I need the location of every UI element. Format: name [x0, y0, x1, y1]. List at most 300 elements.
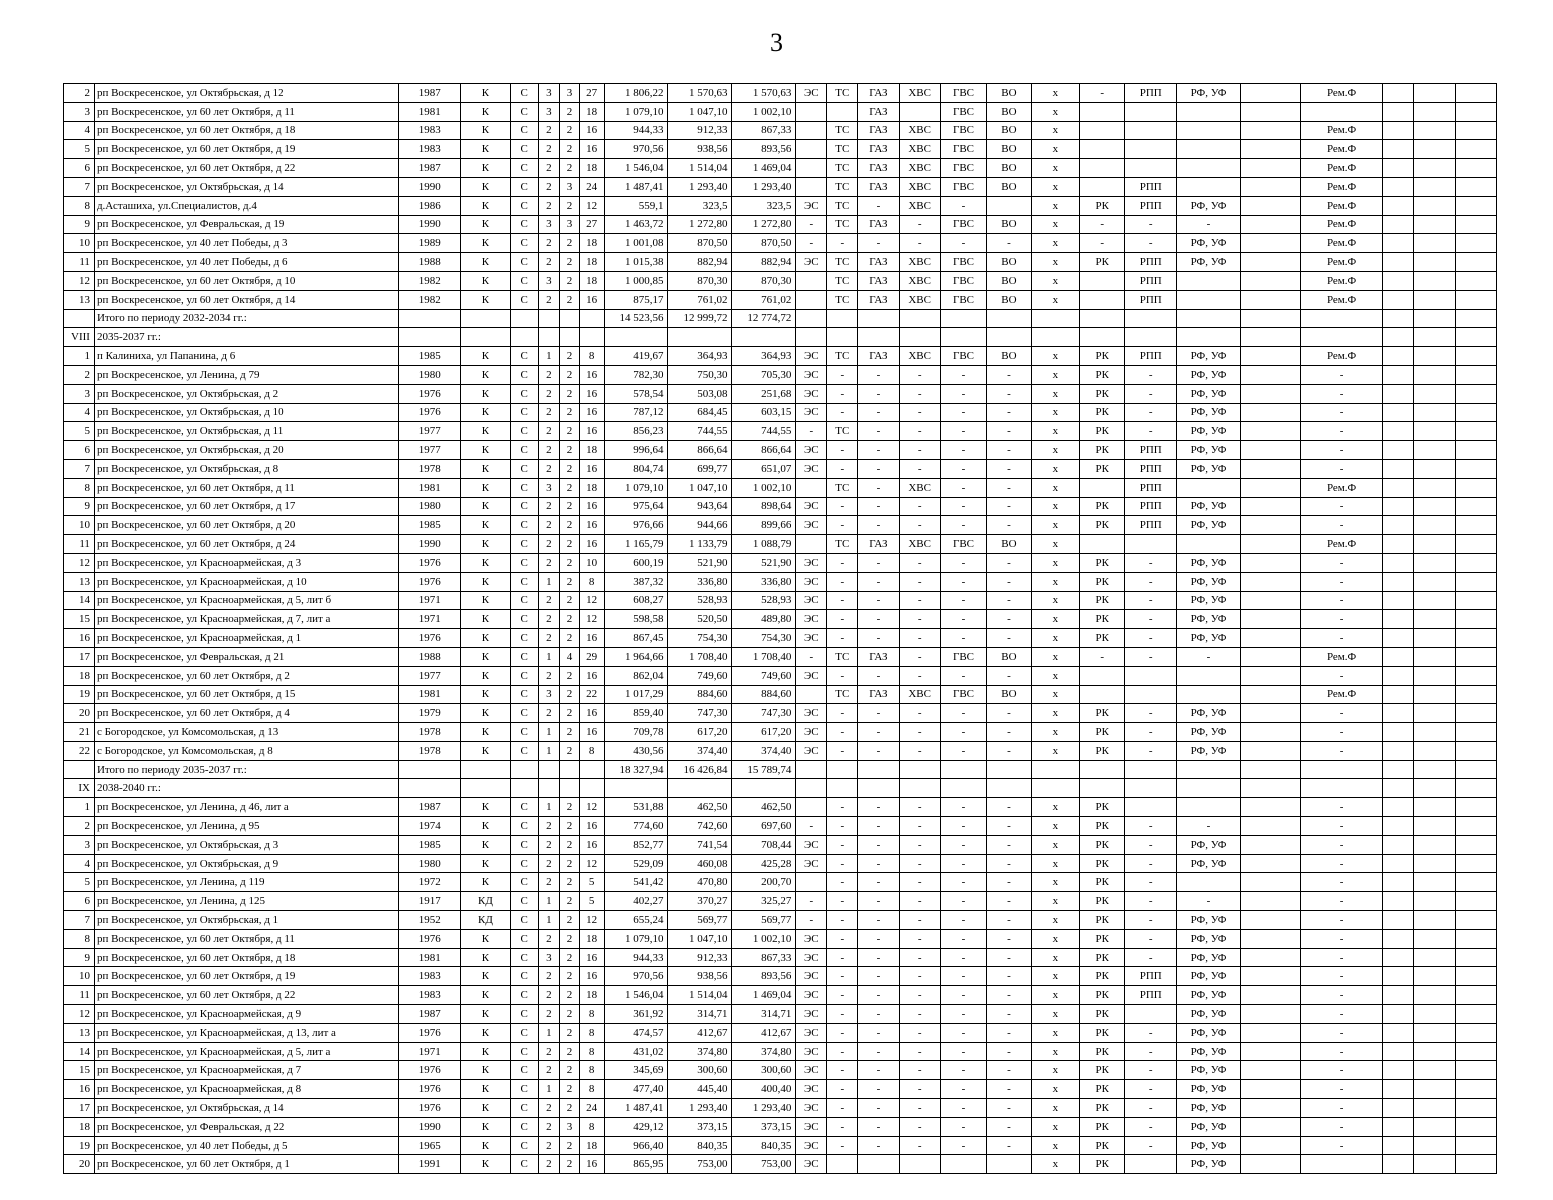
table-cell: ЭС	[796, 723, 827, 742]
table-cell: -	[858, 1061, 899, 1080]
table-cell: ЭС	[796, 610, 827, 629]
table-cell: Рем.Ф	[1300, 140, 1383, 159]
table-cell: С	[510, 1005, 538, 1024]
table-row	[64, 986, 1497, 1005]
table-cell: 754,30	[732, 629, 796, 648]
table-cell: ЭС	[796, 553, 827, 572]
table-cell: -	[940, 553, 986, 572]
table-cell: 300,60	[732, 1061, 796, 1080]
table-cell: -	[899, 591, 940, 610]
table-cell: С	[510, 1155, 538, 1174]
table-cell	[940, 779, 986, 798]
table-cell: 18	[579, 1136, 604, 1155]
table-cell: К	[461, 102, 511, 121]
table-cell: 2	[560, 948, 580, 967]
table-cell: -	[899, 1061, 940, 1080]
table-cell: -	[940, 1099, 986, 1118]
table-cell: -	[940, 929, 986, 948]
table-cell: 1952	[399, 911, 461, 930]
table-cell: К	[461, 873, 511, 892]
table-cell: ТС	[827, 647, 858, 666]
table-cell: 2	[560, 497, 580, 516]
address-cell: рп Воскресенское, ул 40 лет Победы, д 5	[94, 1136, 398, 1155]
table-cell	[1414, 196, 1455, 215]
table-cell: -	[940, 1005, 986, 1024]
table-cell: С	[510, 666, 538, 685]
table-cell: -	[1125, 422, 1177, 441]
table-cell: С	[510, 723, 538, 742]
table-cell: ХВС	[899, 159, 940, 178]
table-cell	[1455, 798, 1496, 817]
table-cell: 2	[560, 290, 580, 309]
table-row	[64, 347, 1497, 366]
table-cell: 1965	[399, 1136, 461, 1155]
table-cell: Рем.Ф	[1300, 535, 1383, 554]
table-cell: 1 015,38	[604, 253, 668, 272]
table-cell: ВО	[987, 84, 1031, 103]
table-cell	[1125, 102, 1177, 121]
table-cell: 12	[579, 591, 604, 610]
table-cell: 578,54	[604, 384, 668, 403]
table-cell: -	[827, 1042, 858, 1061]
table-cell: 1988	[399, 647, 461, 666]
table-cell: 2	[538, 610, 560, 629]
table-cell: 3	[560, 84, 580, 103]
table-cell: 870,50	[732, 234, 796, 253]
table-cell: РПП	[1125, 986, 1177, 1005]
table-cell: К	[461, 835, 511, 854]
table-cell	[1455, 1117, 1496, 1136]
table-cell	[1414, 911, 1455, 930]
table-cell: -	[1125, 1042, 1177, 1061]
table-cell	[1177, 873, 1241, 892]
table-cell	[579, 760, 604, 779]
table-cell	[1383, 347, 1414, 366]
table-cell	[899, 102, 940, 121]
table-cell: -	[940, 441, 986, 460]
table-cell: 1980	[399, 854, 461, 873]
table-cell	[1414, 629, 1455, 648]
table-cell: ГАЗ	[858, 290, 899, 309]
address-cell: рп Воскресенское, ул Красноармейская, д 1	[94, 629, 398, 648]
table-cell	[538, 328, 560, 347]
table-cell: 1983	[399, 121, 461, 140]
row-index-cell: 4	[64, 121, 95, 140]
table-cell: -	[1300, 497, 1383, 516]
table-cell: -	[1300, 1042, 1383, 1061]
table-cell: ГВС	[940, 685, 986, 704]
table-cell	[1383, 328, 1414, 347]
table-cell: х	[1031, 854, 1079, 873]
table-cell: -	[827, 741, 858, 760]
table-cell	[796, 535, 827, 554]
table-cell	[1240, 1136, 1300, 1155]
table-cell: -	[987, 835, 1031, 854]
table-cell: -	[987, 929, 1031, 948]
table-cell: х	[1031, 177, 1079, 196]
table-cell: ТС	[827, 177, 858, 196]
table-row	[64, 441, 1497, 460]
table-cell: Рем.Ф	[1300, 253, 1383, 272]
table-cell: 29	[579, 647, 604, 666]
table-cell	[1300, 1155, 1383, 1174]
table-cell: С	[510, 253, 538, 272]
table-cell: -	[940, 835, 986, 854]
table-cell: 2	[560, 441, 580, 460]
table-cell	[796, 873, 827, 892]
table-cell	[796, 478, 827, 497]
table-cell: РК	[1080, 441, 1125, 460]
table-cell: К	[461, 629, 511, 648]
table-cell: 2	[560, 253, 580, 272]
table-cell: ЭС	[796, 704, 827, 723]
table-cell: 345,69	[604, 1061, 668, 1080]
table-cell: 2	[538, 873, 560, 892]
table-cell: С	[510, 215, 538, 234]
address-cell: рп Воскресенское, ул Октябрьская, д 1	[94, 911, 398, 930]
table-cell	[1414, 497, 1455, 516]
table-cell	[1240, 84, 1300, 103]
table-cell: х	[1031, 1080, 1079, 1099]
table-cell	[1240, 159, 1300, 178]
address-cell: рп Воскресенское, ул 60 лет Октября, д 19	[94, 967, 398, 986]
address-cell: рп Воскресенское, ул Ленина, д 119	[94, 873, 398, 892]
table-cell: -	[1300, 572, 1383, 591]
table-cell	[1240, 741, 1300, 760]
table-cell: С	[510, 948, 538, 967]
table-cell: 323,5	[732, 196, 796, 215]
table-cell: 400,40	[732, 1080, 796, 1099]
table-cell: 8	[579, 741, 604, 760]
table-cell: 528,93	[732, 591, 796, 610]
table-cell	[1383, 591, 1414, 610]
table-cell: 1	[538, 723, 560, 742]
table-cell	[940, 1155, 986, 1174]
table-cell: 1 001,08	[604, 234, 668, 253]
table-cell: х	[1031, 271, 1079, 290]
table-cell	[1240, 459, 1300, 478]
table-cell: РФ, УФ	[1177, 196, 1241, 215]
table-cell: 445,40	[668, 1080, 732, 1099]
table-cell: -	[858, 516, 899, 535]
table-cell	[1455, 403, 1496, 422]
table-cell: ЭС	[796, 666, 827, 685]
table-cell	[858, 760, 899, 779]
table-cell: 8	[579, 1061, 604, 1080]
table-cell: 865,95	[604, 1155, 668, 1174]
table-cell: ГАЗ	[858, 347, 899, 366]
table-cell: ТС	[827, 685, 858, 704]
table-cell: 1976	[399, 553, 461, 572]
table-cell: -	[1300, 1080, 1383, 1099]
table-cell: -	[899, 234, 940, 253]
table-cell: х	[1031, 835, 1079, 854]
table-cell: 747,30	[732, 704, 796, 723]
table-cell: -	[899, 967, 940, 986]
table-cell: РК	[1080, 817, 1125, 836]
table-cell: РПП	[1125, 967, 1177, 986]
table-cell: 3	[560, 215, 580, 234]
address-cell: рп Воскресенское, ул Красноармейская, д 3	[94, 553, 398, 572]
table-cell	[1383, 422, 1414, 441]
table-cell: 2	[560, 798, 580, 817]
table-cell: С	[510, 516, 538, 535]
table-cell: -	[987, 892, 1031, 911]
table-cell	[1240, 835, 1300, 854]
table-cell: 899,66	[732, 516, 796, 535]
table-cell: -	[858, 892, 899, 911]
table-cell: ВО	[987, 535, 1031, 554]
table-cell	[1177, 666, 1241, 685]
table-cell: ГВС	[940, 271, 986, 290]
table-cell: С	[510, 1061, 538, 1080]
table-cell	[1455, 1080, 1496, 1099]
table-cell: 697,60	[732, 817, 796, 836]
row-index-cell: 19	[64, 1136, 95, 1155]
table-cell: 8	[579, 1023, 604, 1042]
table-cell	[1383, 459, 1414, 478]
table-cell: К	[461, 741, 511, 760]
table-cell	[827, 779, 858, 798]
table-cell: 1985	[399, 516, 461, 535]
address-cell: рп Воскресенское, ул 40 лет Победы, д 3	[94, 234, 398, 253]
table-cell: 361,92	[604, 1005, 668, 1024]
table-cell: 1974	[399, 817, 461, 836]
table-cell: РФ, УФ	[1177, 835, 1241, 854]
table-cell: ТС	[827, 478, 858, 497]
table-cell: 2	[560, 929, 580, 948]
table-cell: 3	[538, 271, 560, 290]
table-cell	[796, 271, 827, 290]
table-cell	[1240, 666, 1300, 685]
table-cell: ЭС	[796, 403, 827, 422]
table-cell: ЭС	[796, 1023, 827, 1042]
table-cell	[1455, 271, 1496, 290]
table-cell	[796, 159, 827, 178]
table-cell: 749,60	[668, 666, 732, 685]
table-cell: х	[1031, 685, 1079, 704]
table-cell: х	[1031, 403, 1079, 422]
table-cell: -	[1300, 610, 1383, 629]
table-cell	[1455, 159, 1496, 178]
row-index-cell: 9	[64, 948, 95, 967]
table-cell: 1988	[399, 253, 461, 272]
table-cell	[1383, 892, 1414, 911]
table-cell: -	[827, 365, 858, 384]
table-cell: х	[1031, 422, 1079, 441]
table-row	[64, 572, 1497, 591]
table-cell: 2	[560, 478, 580, 497]
table-cell: 1990	[399, 215, 461, 234]
table-cell: 617,20	[732, 723, 796, 742]
table-cell: 608,27	[604, 591, 668, 610]
table-cell: 2	[560, 741, 580, 760]
table-cell	[1383, 760, 1414, 779]
table-cell: 2	[560, 535, 580, 554]
table-cell: ХВС	[899, 271, 940, 290]
table-cell: ГВС	[940, 159, 986, 178]
table-cell: 16	[579, 516, 604, 535]
table-cell: 1981	[399, 478, 461, 497]
table-cell: 2	[560, 854, 580, 873]
table-cell: 402,27	[604, 892, 668, 911]
table-cell: 840,35	[732, 1136, 796, 1155]
table-cell: -	[940, 1061, 986, 1080]
table-cell	[538, 309, 560, 328]
table-cell: С	[510, 384, 538, 403]
table-cell: -	[1125, 1061, 1177, 1080]
table-cell: С	[510, 271, 538, 290]
table-cell: 1 047,10	[668, 929, 732, 948]
table-cell: -	[1125, 629, 1177, 648]
table-cell	[732, 328, 796, 347]
table-cell: РК	[1080, 741, 1125, 760]
table-cell: -	[899, 403, 940, 422]
table-cell: 944,33	[604, 121, 668, 140]
table-cell: 531,88	[604, 798, 668, 817]
table-cell: ВО	[987, 253, 1031, 272]
table-cell: -	[827, 948, 858, 967]
table-cell	[1177, 177, 1241, 196]
table-cell	[1414, 1042, 1455, 1061]
table-cell: -	[858, 196, 899, 215]
table-cell: 1 165,79	[604, 535, 668, 554]
table-cell: 651,07	[732, 459, 796, 478]
table-cell: РФ, УФ	[1177, 929, 1241, 948]
table-cell	[1031, 309, 1079, 328]
table-cell: ГАЗ	[858, 121, 899, 140]
table-cell: 2	[538, 422, 560, 441]
table-cell: 1	[538, 347, 560, 366]
row-index-cell: 1	[64, 347, 95, 366]
table-cell: -	[1125, 591, 1177, 610]
table-row	[64, 309, 1497, 328]
table-cell: ВО	[987, 647, 1031, 666]
table-cell: С	[510, 403, 538, 422]
table-cell: РФ, УФ	[1177, 854, 1241, 873]
table-cell: 976,66	[604, 516, 668, 535]
table-cell: С	[510, 459, 538, 478]
table-cell	[1383, 309, 1414, 328]
table-cell: 429,12	[604, 1117, 668, 1136]
table-cell	[1414, 854, 1455, 873]
table-cell: С	[510, 159, 538, 178]
row-index-cell: 14	[64, 1042, 95, 1061]
table-cell: -	[899, 459, 940, 478]
row-index-cell: 5	[64, 422, 95, 441]
table-cell: 2	[538, 234, 560, 253]
address-cell: рп Воскресенское, ул 60 лет Октября, д 18	[94, 121, 398, 140]
table-cell: -	[1125, 723, 1177, 742]
table-cell: К	[461, 986, 511, 1005]
table-row	[64, 140, 1497, 159]
table-cell: -	[858, 1023, 899, 1042]
table-cell: ХВС	[899, 177, 940, 196]
table-cell: -	[899, 516, 940, 535]
table-cell: С	[510, 929, 538, 948]
table-cell	[1414, 1136, 1455, 1155]
table-cell: РК	[1080, 629, 1125, 648]
table-cell	[987, 328, 1031, 347]
row-index-cell: 20	[64, 1155, 95, 1174]
table-cell: К	[461, 572, 511, 591]
table-cell: -	[1125, 854, 1177, 873]
table-cell: С	[510, 497, 538, 516]
table-cell: С	[510, 84, 538, 103]
table-cell	[827, 309, 858, 328]
table-cell: -	[1300, 1136, 1383, 1155]
table-cell: 1	[538, 647, 560, 666]
address-cell: рп Воскресенское, ул Красноармейская, д 8	[94, 1080, 398, 1099]
table-cell: -	[827, 873, 858, 892]
table-cell	[899, 1155, 940, 1174]
table-cell: х	[1031, 290, 1079, 309]
table-cell	[796, 102, 827, 121]
table-cell	[1031, 328, 1079, 347]
table-cell: 1 272,80	[732, 215, 796, 234]
table-cell: 419,67	[604, 347, 668, 366]
table-row	[64, 817, 1497, 836]
table-cell: -	[940, 1042, 986, 1061]
table-row	[64, 478, 1497, 497]
table-cell: ТС	[827, 290, 858, 309]
table-cell: -	[796, 911, 827, 930]
table-cell: ЭС	[796, 1061, 827, 1080]
table-cell	[1455, 84, 1496, 103]
table-cell	[1414, 666, 1455, 685]
table-cell	[1383, 121, 1414, 140]
table-cell: -	[827, 892, 858, 911]
table-cell: РК	[1080, 798, 1125, 817]
table-cell: х	[1031, 723, 1079, 742]
table-cell	[940, 760, 986, 779]
table-cell: -	[827, 986, 858, 1005]
table-cell: -	[1300, 516, 1383, 535]
table-cell: -	[1300, 441, 1383, 460]
table-cell: -	[987, 478, 1031, 497]
table-cell	[1240, 535, 1300, 554]
table-cell	[1080, 666, 1125, 685]
table-cell: -	[1125, 892, 1177, 911]
table-cell: 1982	[399, 271, 461, 290]
row-index-cell: 19	[64, 685, 95, 704]
table-cell: РПП	[1125, 516, 1177, 535]
table-cell: -	[1300, 948, 1383, 967]
table-cell: РФ, УФ	[1177, 1061, 1241, 1080]
table-cell: ЭС	[796, 497, 827, 516]
table-cell: -	[987, 403, 1031, 422]
table-cell: 2	[560, 271, 580, 290]
table-cell	[1414, 535, 1455, 554]
table-cell: 1 002,10	[732, 929, 796, 948]
table-cell: 2	[560, 196, 580, 215]
table-cell	[1240, 1155, 1300, 1174]
table-cell	[510, 309, 538, 328]
table-cell: -	[940, 422, 986, 441]
table-cell: 1	[538, 741, 560, 760]
table-cell: -	[796, 234, 827, 253]
table-cell: -	[858, 553, 899, 572]
table-cell: -	[987, 610, 1031, 629]
table-cell: С	[510, 873, 538, 892]
table-cell: 12	[579, 911, 604, 930]
table-cell: К	[461, 553, 511, 572]
table-cell	[1240, 704, 1300, 723]
table-cell: С	[510, 1136, 538, 1155]
table-cell	[1414, 328, 1455, 347]
table-cell: РК	[1080, 516, 1125, 535]
table-cell: -	[858, 478, 899, 497]
